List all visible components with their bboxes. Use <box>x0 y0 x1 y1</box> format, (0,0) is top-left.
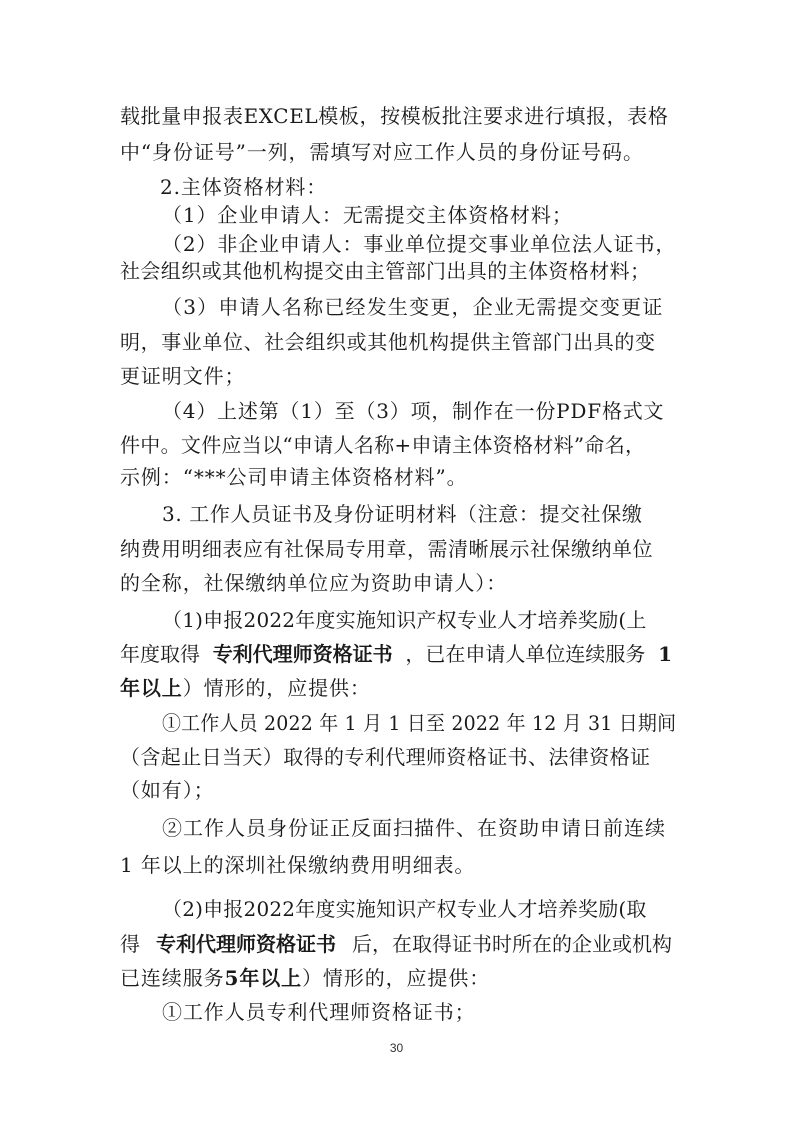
paragraph-line: （2)申报2022年度实施知识产权专业人才培养奖励(取 <box>162 897 647 921</box>
page-number: 30 <box>389 1041 404 1055</box>
paragraph-line: ①工作人员 2022 年 1 月 1 日至 2022 年 12 月 31 日期间 <box>162 711 677 735</box>
paragraph-line: 纳费用明细表应有社保局专用章，需清晰展示社保缴纳单位 <box>120 537 653 561</box>
paragraph-line: 更证明文件； <box>120 364 246 388</box>
paragraph-line <box>120 642 672 666</box>
section-heading: 3. 工作人员证书及身份证明材料（注意：提交社保缴 <box>162 502 643 526</box>
text-run: 年度取得 <box>120 642 200 666</box>
section-heading: 2.主体资格材料： <box>160 175 328 199</box>
paragraph-line <box>120 676 371 700</box>
paragraph-line: （含起止日当天）取得的专利代理师资格证书、法律资格证 <box>120 745 651 769</box>
paragraph-line: 的全称，社保缴纳单位应为资助申请人）： <box>120 571 508 595</box>
paragraph-line: 社会组织或其他机构提交由主管部门出具的主体资格材料； <box>120 259 651 283</box>
paragraph-line: （1)申报2022年度实施知识产权专业人才培养奖励(上 <box>162 608 647 632</box>
text-run: 后，在取得证书时所在的企业或机构 <box>352 932 672 956</box>
paragraph-line <box>120 932 672 956</box>
bold-text-run: 专利代理师资格证书 <box>156 932 336 956</box>
paragraph-line: （4）上述第（1）至（3）项，制作在一份PDF格式文 <box>162 399 665 423</box>
paragraph-line: 载批量申报表EXCEL模板，按模板批注要求进行填报，表格 <box>120 104 669 128</box>
paragraph-line: （3）申请人名称已经发生变更，企业无需提交变更证 <box>162 295 664 319</box>
text-run: 已连续服务 <box>120 966 225 990</box>
paragraph-line: （2）非企业申请人：事业单位提交事业单位法人证书， <box>162 232 677 256</box>
paragraph-line: （如有）； <box>120 778 215 802</box>
bold-text-run: 年以上 <box>120 676 183 700</box>
paragraph-line: 中“身份证号”一列，需填写对应工作人员的身份证号码。 <box>120 140 644 164</box>
text-run: 得 <box>120 932 140 956</box>
text-run: ）情形的，应提供： <box>302 966 491 990</box>
text-run: ，已在申请人单位连续服务 <box>405 642 646 666</box>
paragraph-line: 件中。文件应当以“申请人名称+申请主体资格材料”命名， <box>120 433 646 457</box>
paragraph-line: 1 年以上的深圳社保缴纳费用明细表。 <box>120 853 476 877</box>
paragraph-line: ①工作人员专利代理师资格证书； <box>162 1000 476 1024</box>
paragraph-line: ②工作人员身份证正反面扫描件、在资助申请日前连续 <box>162 816 666 840</box>
bold-text-run: 5年以上 <box>224 966 303 990</box>
bold-text-run: 1 <box>658 642 672 666</box>
paragraph-line: 明，事业单位、社会组织或其他机构提供主管部门出具的变 <box>120 330 656 354</box>
text-run: ）情形的，应提供： <box>182 676 371 700</box>
paragraph-line: 示例：“***公司申请主体资格材料”。 <box>120 465 468 489</box>
bold-text-run: 专利代理师资格证书 <box>212 642 393 666</box>
paragraph-line: （1）企业申请人：无需提交主体资格材料； <box>162 203 573 227</box>
paragraph-line <box>120 966 490 990</box>
